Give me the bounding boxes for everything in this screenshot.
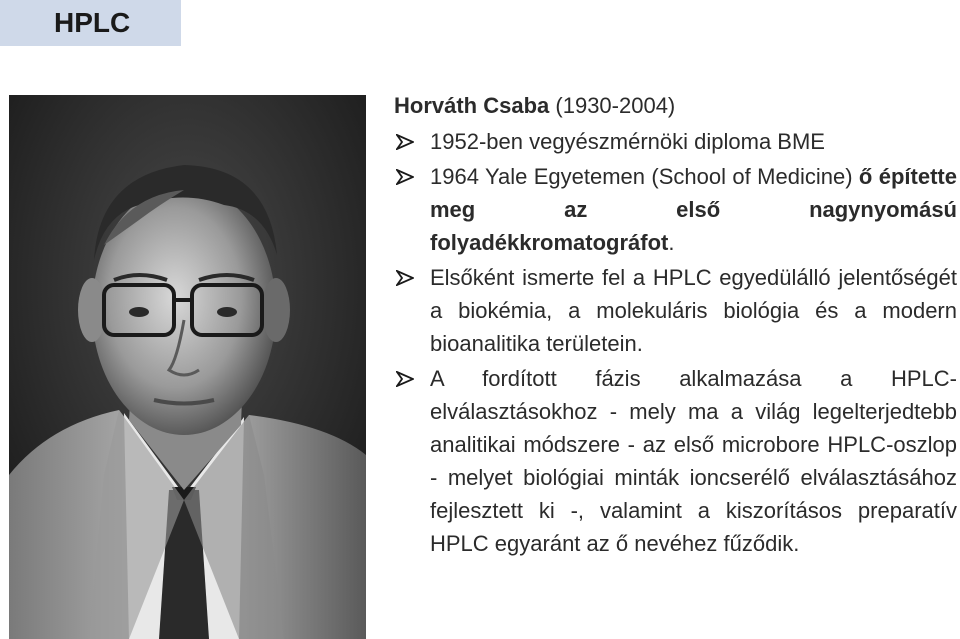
biography-content [394,90,957,562]
list-item [394,160,957,259]
list-item [394,362,957,560]
bullet-tail: . [668,230,675,255]
biography-heading [394,90,957,122]
slide-title: HPLC [54,7,131,38]
bullet-text: A fordított fázis alkalmazása a HPLC-elválasztásokhoz - mely ma a világ legelterjedtebb analitikai módszere - az első microbore HPLC-oszlop - melyet biológiai minták ioncserélő elválasztásához fejlesztett ki -, valamint a kiszorításos preparatív HPLC egyaránt az ő nevéhez fűződik. [430,366,957,556]
arrow-bullet-icon [396,362,420,395]
arrow-bullet-icon [396,125,420,158]
title-box [0,0,181,46]
bullet-text: 1952-ben vegyészmérnöki diploma BME [430,129,825,154]
portrait-icon [9,95,366,639]
bullet-text: Elsőként ismerte fel a HPLC egyedülálló jelentőségét a biokémia, a molekuláris biológia és a modern bioanalitika területein. [430,265,957,356]
portrait-photo [9,95,366,639]
list-item [394,125,957,158]
person-name: Horváth Csaba [394,93,550,118]
person-years: (1930-2004) [549,93,676,118]
list-item [394,261,957,360]
bullet-bold-text: ő építette meg az első nagynyomású folyadékkromatográfot [430,164,957,255]
bullet-text: 1964 Yale Egyetemen (School of Medicine) [430,164,859,189]
arrow-bullet-icon [396,261,420,294]
arrow-bullet-icon [396,160,420,193]
